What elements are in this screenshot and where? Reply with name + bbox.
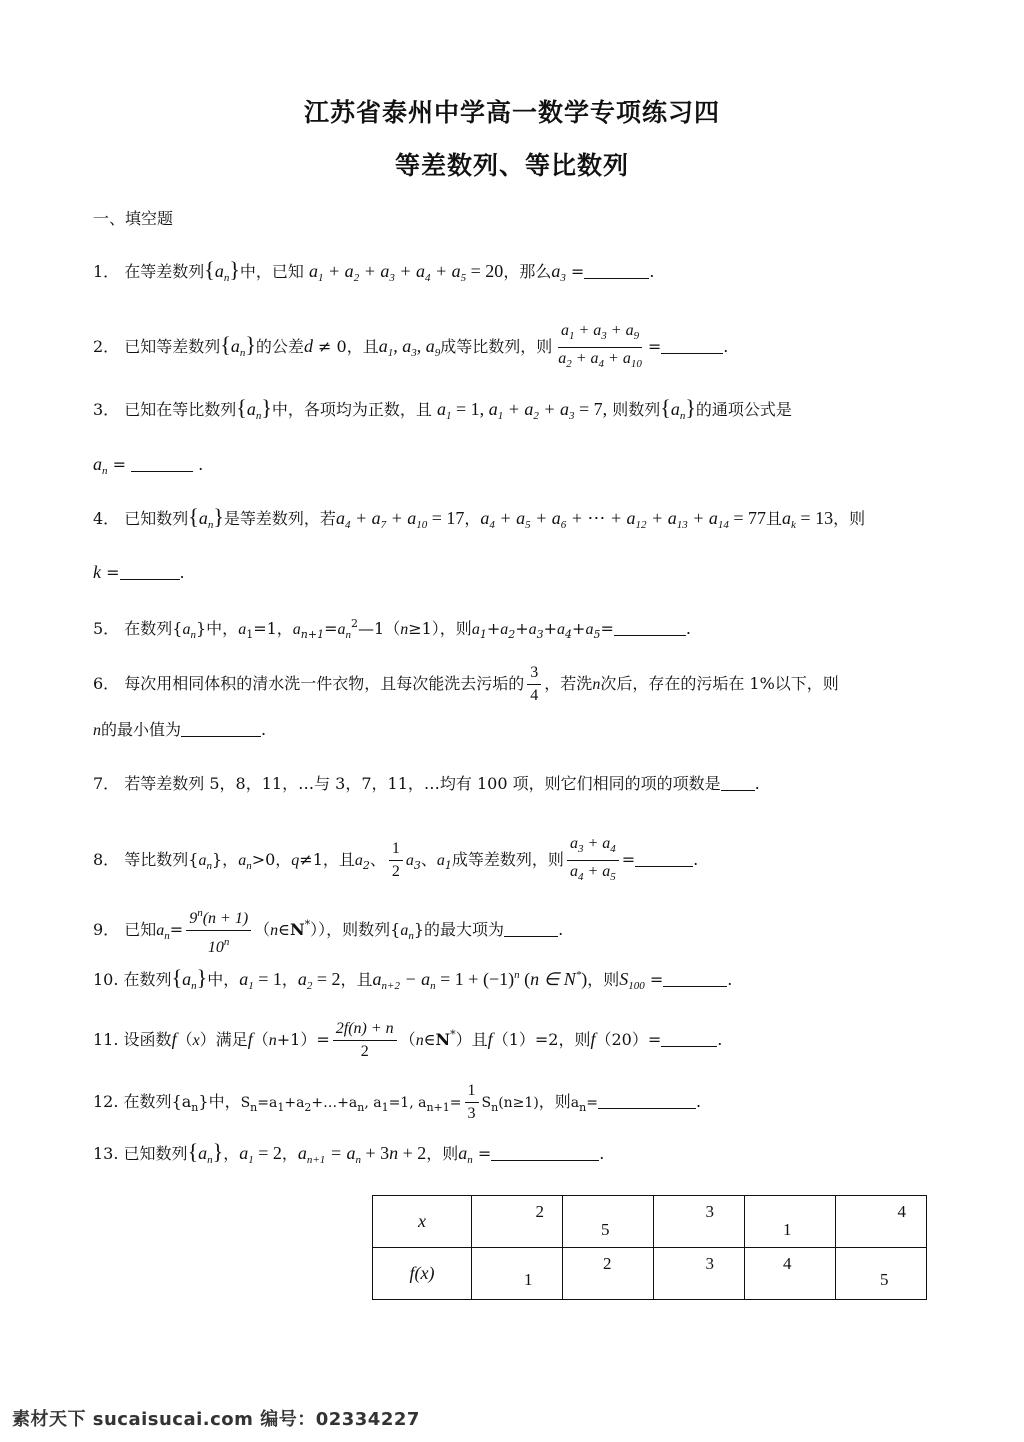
q9-number: 9． (93, 920, 120, 939)
table-cell: 2 (472, 1196, 563, 1248)
table-header-x: x (373, 1196, 472, 1248)
question-9: 9． 已知$a_n=$ $\frac{9^n(n + 1)}{10^n}$ （n∈N*）），则数列$\{a_n\}$的最大项为 . (93, 904, 563, 957)
table-cell: 3 (654, 1196, 745, 1248)
question-2: 2． 已知等差数列$\{a_n\}$的公差d ≠ 0，且$a_1$, $a_3$, $a_9$成等比数列，则 $\frac{a_1 + a_3 + a_9}{a_2 + a_4 + a_{10}}$ = . (93, 322, 728, 373)
answer-blank[interactable] (491, 1144, 599, 1161)
fraction: $\frac{1}{3}$ (465, 1082, 479, 1123)
table-cell: 1 (472, 1248, 563, 1300)
answer-blank[interactable] (661, 337, 723, 354)
q7-number: 7． (93, 774, 120, 793)
table-cell: 2 (563, 1248, 654, 1300)
function-value-table (372, 1195, 927, 1300)
question-6-answer: n的最小值为 . (93, 720, 267, 739)
answer-blank[interactable] (131, 455, 193, 472)
question-5: 5． 在数列$\{a_n\}$中，$a_1=1$，$a_{n+1}=a_n^2—1(n\ge 1)$，则$a_1+a_2+a_3+a_4+a_5=$ . (93, 617, 691, 641)
answer-blank[interactable] (663, 970, 727, 987)
q6-number: 6． (93, 674, 120, 693)
table-cell: 3 (654, 1248, 745, 1300)
fraction: $\frac{3}{4}$ (527, 664, 541, 705)
q5-number: 5． (93, 619, 120, 638)
section-heading: 一、填空题 (93, 209, 174, 228)
question-4: 4． 已知数列$\{a_n\}$是等差数列，若$a_4 + a_7 + a_{10} = 17$，$a_4 + a_5 + a_6$ + ⋯ + $a_{12} + a_{13} + a_{14} = 77$且$a_k = 13$，则 (93, 504, 866, 531)
table-row (373, 1248, 927, 1300)
answer-blank[interactable] (661, 1030, 717, 1047)
question-12: 12. 在数列$\{a_n\}$中，$S_n=a_1+a_2+\dots+a_n$, $a_1=1$, $a_{n+1}=$ $\frac{1}{3}$ $S_n(n\ge 1)$，则$a_n=$ . (93, 1082, 702, 1122)
table-cell: 1 (745, 1196, 836, 1248)
q13-number: 13. (93, 1144, 119, 1163)
question-1: 1． 在等差数列$\{a_n\}$中，已知 $a_1 + a_2 + a_3 + a_4 + a_5 = 20$，那么$a_3$ = . (93, 257, 655, 284)
q1-number: 1． (93, 262, 120, 281)
answer-blank[interactable] (635, 850, 693, 867)
fraction: $\frac{1}{2}$ (389, 840, 403, 881)
q8-number: 8． (93, 850, 120, 869)
page-title: 江苏省泰州中学高一数学专项练习四 (303, 98, 720, 127)
table-cell: 5 (563, 1196, 654, 1248)
q11-number: 11. (93, 1030, 119, 1049)
table-cell: 4 (745, 1248, 836, 1300)
q3-number: 3． (93, 400, 120, 419)
fraction: $\frac{a_1 + a_3 + a_9}{a_2 + a_4 + a_{10}}$ (558, 322, 642, 370)
answer-blank[interactable] (721, 774, 755, 791)
q2-number: 2． (93, 337, 120, 356)
answer-blank[interactable] (120, 563, 180, 580)
q10-number: 10. (93, 970, 119, 989)
page-subtitle: 等差数列、等比数列 (394, 151, 629, 180)
question-8: 8． 等比数列$\{a_n\}$，$a_n>0$，q≠1，且$a_2$、 $\frac{1}{2}$ $a_3$、$a_1$成等差数列，则 $\frac{a_3 + a_4}{a_4 + a_5}$ = . (93, 835, 698, 886)
answer-blank[interactable] (584, 262, 649, 279)
question-10: 10. 在数列$\{a_n\}$中，$a_1 = 1$，$a_2 = 2$，且$a_{n+2} - a_n = 1 + (-1)^n$ (n ∈ N*)，则$S_{100}$ = . (93, 965, 733, 992)
answer-blank[interactable] (598, 1092, 696, 1109)
table-cell: 5 (836, 1248, 927, 1300)
question-3: 3． 已知在等比数列$\{a_n\}$中，各项均为正数，且 $a_1 = 1$, $a_1 + a_2 + a_3 = 7$, 则数列$\{a_n\}$的通项公式是 (93, 395, 792, 422)
table-cell: 4 (836, 1196, 927, 1248)
fraction: $\frac{2f(n) + n}{2}$ (333, 1020, 397, 1061)
question-3-answer: $a_n$ = . (93, 454, 204, 477)
question-4-answer: k = . (93, 562, 185, 582)
question-13: 13. 已知数列$\{a_n\}$，$a_1 = 2$，$a_{n+1} = a_n + 3n + 2$，则$a_n$ = . (93, 1139, 605, 1166)
question-11: 11. 设函数f（x）满足f（n+1）= $\frac{2f(n) + n}{2}$ （n∈N*）且f（1）=2，则f（20）= . (93, 1020, 723, 1060)
answer-blank[interactable] (614, 619, 686, 636)
table-header-fx: f(x) (373, 1248, 472, 1300)
watermark: 素材天下 sucaisucai.com 编号：02334227 (12, 1409, 420, 1430)
fraction: $\frac{9^n(n + 1)}{10^n}$ (186, 904, 251, 957)
fraction: $\frac{a_3 + a_4}{a_4 + a_5}$ (567, 835, 619, 886)
answer-blank[interactable] (181, 720, 261, 737)
q4-number: 4． (93, 509, 120, 528)
answer-blank[interactable] (504, 920, 558, 937)
question-6: 6． 每次用相同体积的清水洗一件衣物，且每次能洗去污垢的 $\frac{3}{4}$ ，若洗n次后，存在的污垢在 1%以下，则 (93, 664, 839, 704)
table-row (373, 1196, 927, 1248)
question-7: 7． 若等差数列 5，8，11，…与 3，7，11，…均有 100 项，则它们相同的项的项数是 . (93, 774, 760, 793)
q12-number: 12. (93, 1092, 119, 1111)
